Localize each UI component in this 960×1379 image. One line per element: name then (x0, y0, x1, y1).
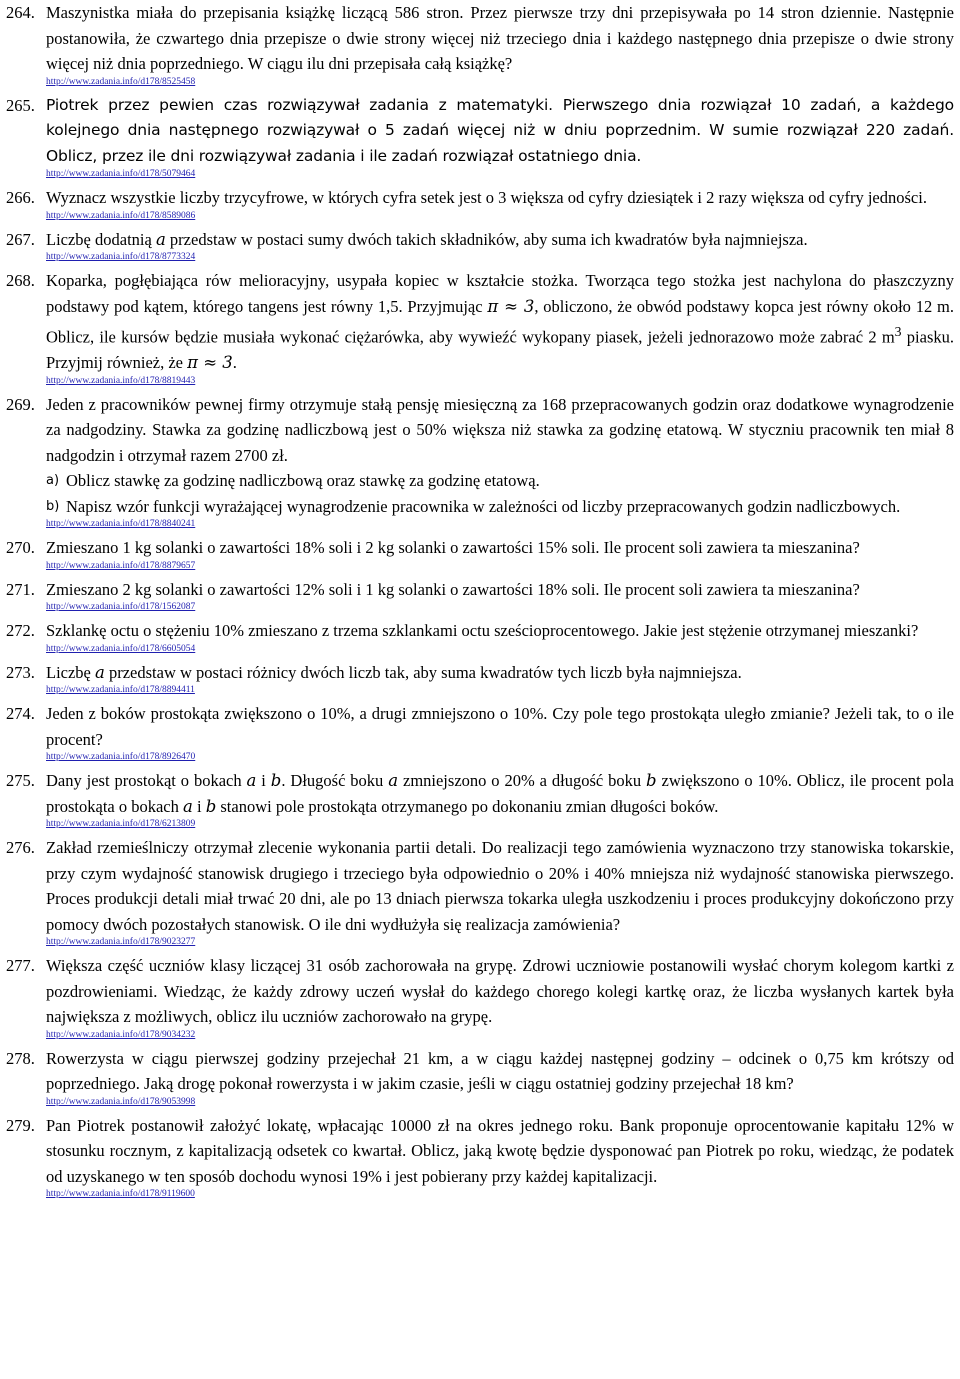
text-part: stanowi pole prostokąta otrzymanego po dokonaniu zmian długości boków. (216, 796, 719, 816)
subproblem-text: Oblicz stawkę za godzinę nadliczbową oraz stawkę za godzinę etatową. (66, 471, 540, 490)
problem-body (46, 1046, 954, 1113)
problem-279 (6, 1113, 954, 1206)
problem-body (46, 1113, 954, 1206)
problem-265 (6, 93, 954, 186)
problem-text: Zmieszano 1 kg solanki o zawartości 18% soli i 2 kg solanki o zawartości 15% soli. Ile procent soli zawiera ta mieszanina? (46, 538, 860, 557)
problem-278 (6, 1046, 954, 1113)
subproblem-b (46, 494, 954, 520)
problem-text (46, 768, 954, 819)
problem-body (46, 268, 954, 392)
math-variable: a (246, 771, 257, 790)
subproblem-text: Napisz wzór funkcji wyrażającej wynagrodzenie pracownika w zależności od liczby przepracowanych godzin nadliczbowych. (66, 496, 901, 516)
problem-273 (6, 660, 954, 702)
problem-link[interactable]: http://www.zadania.info/d178/8525458 (46, 76, 196, 87)
problem-text: Szklankę octu o stężeniu 10% zmieszano z trzema szklankami octu sześcioprocentowego. Jakie jest stężenie otrzymanej mieszanki? (46, 621, 919, 640)
superscript: 3 (894, 324, 902, 339)
problem-link[interactable]: http://www.zadania.info/d178/1562087 (46, 602, 196, 612)
problem-264 (6, 0, 954, 93)
problem-number: 273. (6, 662, 35, 682)
problem-269 (6, 392, 954, 536)
problem-271 (6, 577, 954, 619)
problem-link[interactable]: http://www.zadania.info/d178/8926470 (46, 752, 196, 762)
problem-number: 276. (6, 838, 35, 857)
text-part: przedstaw w postaci różnicy dwóch liczb tak, aby suma kwadratów tych liczb była najmniejsza. (104, 662, 742, 682)
problem-body (46, 392, 954, 536)
problem-number: 268. (6, 271, 35, 290)
problem-274 (6, 701, 954, 768)
problem-text: Pan Piotrek postanowił założyć lokatę, wpłacając 10000 zł na okres jednego roku. Bank proponuje oprocentowanie kapitału 12% w stosunku rocznym, z kapitalizacją odsetek co kwartał. Oblicz, jaką kwotę będzie dysponować pan Piotrek po roku, wiedząc, że podatek od uzyskanego w ten sposób dochodu wynosi 19% i jest pobierany przy każdej kapitalizacji. (46, 1115, 954, 1186)
problem-body (46, 953, 954, 1046)
text-part: piasku. Przyjmij również, że (46, 327, 954, 372)
problem-number: 265. (6, 95, 35, 115)
problem-number: 269. (6, 394, 35, 414)
problem-268 (6, 268, 954, 392)
problem-body (46, 701, 954, 768)
problem-text: Zakład rzemieślniczy otrzymał zlecenie wykonania partii detali. Do realizacji tego zamówienia wyznaczono trzy stanowiska tokarskie, przy czym wydajność stanowisk drugiego i trzeciego była odpowiednio o 20% i 40% mniejsza niż wydajność stanowiska pierwszego. Proces produkcji detali miał trwać 20 dni, ale po 13 dniach pierwsza tokarka uległa uszkodzeniu i proces produkcyjny dokończono przy pomocy dwóch pozostałych stanowisk. O ile dni wydłużyła się realizacja zamówienia? (46, 838, 954, 934)
problem-body (46, 93, 954, 186)
math-variable: a (388, 771, 399, 790)
text-part: , obliczono, że obwód podstawy kopca jest równy około 12 m. Oblicz, ile kursów będzie musiała wykonać ciężarówka, aby wywieźć wykopany piasek, jeżeli jednorazowo może zabrać 2 m (46, 296, 954, 347)
problem-text (46, 227, 954, 253)
problem-text: Jeden z boków prostokąta zwiększono o 10%, a drugi zmniejszono o 10%. Czy pole tego prostokąta uległo zmianie? Jeżeli tak, to o ile procent? (46, 704, 954, 749)
problem-number: 266. (6, 188, 35, 207)
problem-number: 279. (6, 1115, 35, 1135)
problem-number: 270. (6, 538, 35, 557)
math-pi-approx: π ≈ 3 (487, 296, 535, 316)
text-part: Koparka, pogłębiająca rów melioracyjny, usypała kopiec w kształcie stożka. Tworząca tego stożka jest nachylona do płaszczyzny podstawy pod kątem, którego tangens jest równy 1,5. Przyjmując (46, 271, 954, 316)
problem-number: 277. (6, 956, 35, 975)
problem-272 (6, 618, 954, 660)
problem-270 (6, 535, 954, 577)
problem-body (46, 618, 954, 660)
problem-link[interactable]: http://www.zadania.info/d178/9053998 (46, 1096, 196, 1107)
math-variable: a (155, 229, 166, 249)
problem-link[interactable]: http://www.zadania.info/d178/9119600 (46, 1189, 195, 1199)
problem-body (46, 660, 954, 702)
problem-number: 275. (6, 771, 35, 790)
problem-267 (6, 227, 954, 269)
math-variable: b (646, 771, 657, 790)
problem-link[interactable]: http://www.zadania.info/d178/6605054 (46, 643, 196, 654)
problem-link[interactable]: http://www.zadania.info/d178/8773324 (46, 252, 196, 262)
problem-text (46, 660, 954, 686)
problem-text: Jeden z pracowników pewnej firmy otrzymuje stałą pensję miesięczną za 168 przepracowanych godzin oraz dodatkowe wynagrodzenie za nadgodziny. Stawka za godzinę nadliczbową jest o 50% większa niż stawka za godzinę etatową. W styczniu pracownik ten miał 8 nadgodzin i otrzymał razem 2700 zł. (46, 394, 954, 465)
subproblem-label: b) (46, 498, 60, 514)
problem-body (46, 835, 954, 953)
problem-number: 264. (6, 3, 35, 22)
text-part: i (256, 771, 271, 790)
problem-body (46, 768, 954, 835)
problem-link[interactable]: http://www.zadania.info/d178/8819443 (46, 375, 196, 386)
problem-link[interactable]: http://www.zadania.info/d178/5079464 (46, 169, 196, 179)
problem-text: Wyznacz wszystkie liczby trzycyfrowe, w których cyfra setek jest o 3 większa od cyfry dziesiątek i 2 razy większa od cyfry jedności. (46, 188, 927, 207)
problem-277 (6, 953, 954, 1046)
problem-text: Maszynistka miała do przepisania książkę liczącą 586 stron. Przez pierwsze trzy dni przepisywała po 14 stron dziennie. Następnie postanowiła, że czwartego dnia przepisze o dwie strony więcej niż trzeciego dnia i każdego następnego dnia przepisze o dwie strony więcej niż dnia poprzedniego. W ciągu ilu dni przepisała całą książkę? (46, 3, 954, 73)
problem-text: Większa część uczniów klasy liczącej 31 osób zachorowała na grypę. Zdrowi uczniowie postanowili wysłać chorym kolegom kartki z pozdrowieniami. Wiedząc, że każdy zdrowy uczeń wysłał do każdego chorego kolegi kartkę oraz, że liczba wysłanych kartek była największa z możliwych, oblicz ilu uczniów zachorowało na grypę. (46, 956, 954, 1026)
problem-link[interactable]: http://www.zadania.info/d178/6213809 (46, 819, 196, 829)
problem-link[interactable]: http://www.zadania.info/d178/8589086 (46, 210, 196, 221)
problem-number: 278. (6, 1048, 35, 1068)
problem-text: Piotrek przez pewien czas rozwiązywał zadania z matematyki. Pierwszego dnia rozwiązał 10 zadań, a każdego kolejnego dnia następnego rozwiązywał o 5 zadań więcej niż w dniu poprzednim. W sumie rozwiązał 220 zadań. Oblicz, przez ile dni rozwiązywał zadania i ile zadań rozwiązał ostatniego dnia. (46, 95, 954, 165)
problem-number: 272. (6, 621, 35, 640)
math-variable: a (95, 662, 105, 682)
problem-body (46, 535, 954, 577)
math-variable: b (270, 771, 282, 790)
subproblem-label: a) (46, 473, 60, 488)
text-part: . (232, 353, 237, 372)
problem-text (46, 268, 954, 376)
problem-number: 274. (6, 704, 35, 723)
problem-text: Zmieszano 2 kg solanki o zawartości 12% soli i 1 kg solanki o zawartości 18% soli. Ile procent soli zawiera ta mieszanina? (46, 579, 860, 599)
problem-link[interactable]: http://www.zadania.info/d178/9023277 (46, 937, 196, 947)
problem-link[interactable]: http://www.zadania.info/d178/9034232 (46, 1029, 196, 1040)
problem-body (46, 577, 954, 619)
problem-body (46, 0, 954, 93)
text-part: . Długość boku (281, 771, 389, 790)
problem-text: Rowerzysta w ciągu pierwszej godziny przejechał 21 km, a w ciągu każdej następnej godziny – odcinek o 0,75 km krótszy od poprzedniego. Jaką drogę pokonał rowerzysta i w jakim czasie, jeśli w ciągu ostatniej godziny przejechał 18 km? (46, 1048, 954, 1093)
subproblem-a (46, 468, 954, 494)
problem-link[interactable]: http://www.zadania.info/d178/8894411 (46, 685, 195, 695)
math-variable: b (205, 796, 217, 816)
problem-number: 267. (6, 229, 35, 249)
problem-275 (6, 768, 954, 835)
math-pi-approx: π ≈ 3 (187, 353, 233, 372)
problem-link[interactable]: http://www.zadania.info/d178/8879657 (46, 560, 196, 571)
problem-266 (6, 185, 954, 227)
problem-body (46, 227, 954, 269)
text-part: przedstaw w postaci sumy dwóch takich składników, aby suma ich kwadratów była najmniejsza. (165, 229, 808, 249)
problem-body (46, 185, 954, 227)
problem-276 (6, 835, 954, 953)
text-part: Dany jest prostokąt o bokach (46, 771, 247, 790)
problem-link[interactable]: http://www.zadania.info/d178/8840241 (46, 519, 196, 529)
math-variable: a (183, 796, 193, 816)
text-part: i (192, 796, 206, 816)
text-part: zmniejszono o 20% a długość boku (398, 771, 647, 790)
text-part: Liczbę (46, 662, 96, 682)
text-part: zwiększono o 10%. Oblicz, ile procent pola prostokąta o bokach (46, 771, 954, 816)
text-part: Liczbę dodatnią (46, 229, 156, 249)
problem-number: 271. (6, 579, 35, 599)
